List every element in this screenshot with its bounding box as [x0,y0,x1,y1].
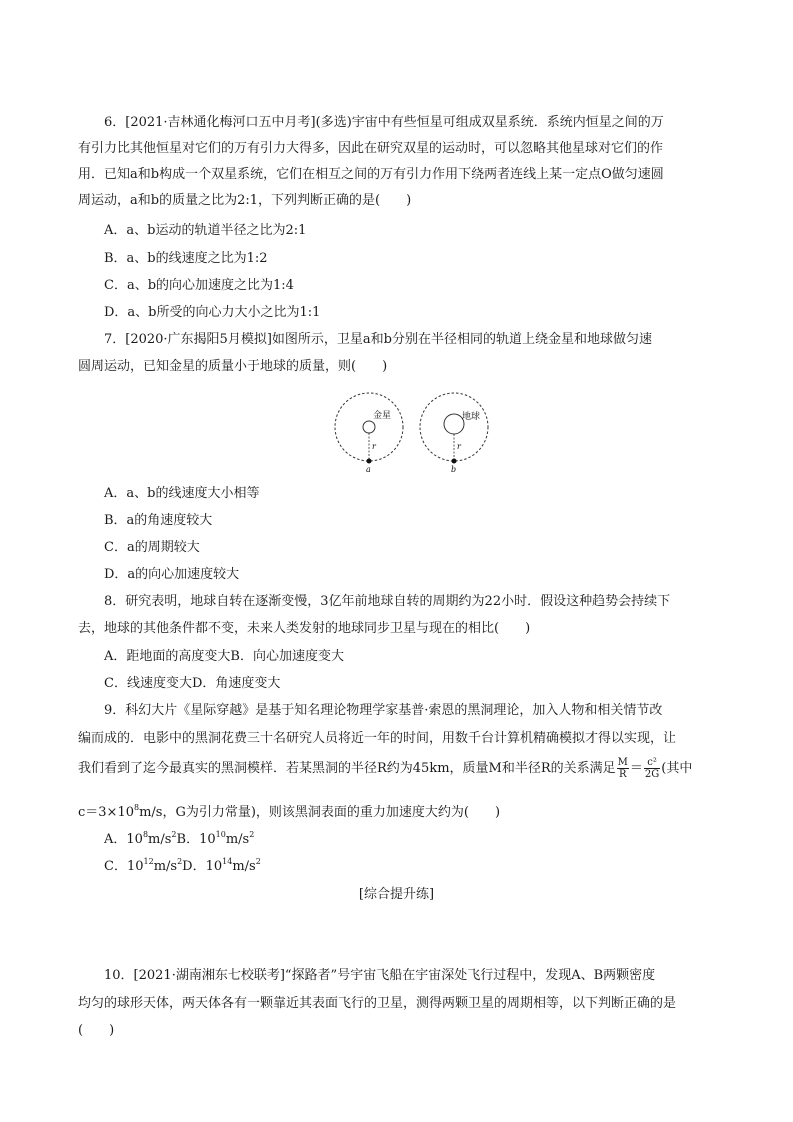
q6-line-4: 周运动，a和b的质量之比为2:1，下列判断正确的是( ) [78,193,412,208]
q9-line-3-suffix: (其中 [661,761,693,776]
q9-line-2: 编而成的．电影中的黑洞花费三十名研究人员将近一年的时间，用数千台计算机精确模拟才得以实现，让 [78,731,677,746]
fraction-numerator: c² [644,757,660,769]
q9-line-3 [78,755,692,783]
venus-radius-label: r [372,442,376,451]
orbit-figure [330,388,490,474]
q6-option-b: B．a、b的线速度之比为1:2 [104,251,268,266]
venus-planet [363,421,375,433]
fraction-denominator: R [619,769,627,780]
exponent: 2 [171,830,177,839]
section-title: [综合提升练] [358,887,435,902]
q6-line-3: 用．已知a和b构成一个双星系统，它们在相互之间的万有引力作用下绕两者连线上某一定点O做匀速圆 [78,167,664,182]
q9-options-row-1 [104,831,254,849]
unit: m/s [153,859,178,874]
q9-option-b: B．10 [176,832,216,847]
q9-line-4-text: m/s，G为引力常量)，则该黑洞表面的重力加速度大约为( ) [139,805,501,820]
fraction-numerator: M [617,757,628,768]
exponent: 2 [249,830,255,839]
q9-line-3-text: 我们看到了迄今最真实的黑洞模样．若某黑洞的半径R约为45km，质量M和半径R的关系满足 [78,761,616,776]
q7-option-c: C．a的周期较大 [104,540,200,555]
satellite-b [452,459,457,464]
satellite-b-label: b [451,465,457,474]
q7-option-b: B．a的角速度较大 [104,513,213,528]
earth-planet [444,414,464,434]
q9-options-row-2 [104,858,261,876]
venus-label: 金星 [373,411,392,421]
q9-line-1: 9．科幻大片《星际穿越》是基于知名理论物理学家基普·索恩的黑洞理论，加入人物和相关情节改 [104,703,663,718]
mass-radius-fraction [617,757,629,780]
satellite-a [367,459,372,464]
q7-line-1: 7．[2020·广东揭阳5月模拟]如图所示，卫星a和b分别在半径相同的轨道上绕金星和地球做匀速 [104,332,652,347]
exponent: 14 [222,857,233,866]
equals-sign: ＝ [629,761,643,776]
q7-line-2: 圆周运动，已知金星的质量小于地球的质量，则( ) [78,359,388,374]
q9-line-4 [78,804,500,822]
q8-options-row-1: A．距地面的高度变大B．向心加速度变大 [104,649,344,664]
q6-line-1: 6．[2021·吉林通化梅河口五中月考](多选)宇宙中有些恒星可组成双星系统．系统内恒星之间的万 [104,115,664,130]
q6-line-2: 有引力比其他恒星对它们的万有引力大得多，因此在研究双星的运动时，可以忽略其他星球对它们的作 [78,141,664,156]
q10-line-1: 10．[2021·湖南湘东七校联考]“探路者”号宇宙飞船在宇宙深处飞行过程中，发现A、B两颗密度 [104,968,656,983]
exponent: 2 [255,857,261,866]
exponent: 10 [215,830,226,839]
exponent: 8 [142,830,149,839]
q7-option-d: D．a的向心加速度较大 [104,567,240,582]
q6-option-a: A．a、b运动的轨道半径之比为2:1 [104,223,307,238]
exponent: 2 [177,857,183,866]
c-squared-fraction [644,757,660,780]
earth-radius-label: r [457,442,461,451]
q8-line-1: 8．研究表明，地球自转在逐渐变慢，3亿年前地球自转的周期约为22小时．假设这种趋势会持续下 [104,594,671,609]
q9-option-a: A．10 [104,832,143,847]
q8-options-row-2: C．线速度变大D．角速度变大 [104,676,281,691]
q7-option-a: A．a、b的线速度大小相等 [104,486,260,501]
q10-line-3: ( ) [78,1023,115,1038]
unit: m/s [225,832,250,847]
q6-option-c: C．a、b的向心加速度之比为1:4 [104,278,294,293]
q10-line-2: 均匀的球形天体，两天体各有一颗靠近其表面飞行的卫星，测得两颗卫星的周期相等，以下判断正确的是 [78,996,677,1011]
exponent: 12 [143,857,154,866]
fraction-denominator: 2G [644,769,660,780]
q9-option-d: D．10 [182,859,223,874]
earth-label: 地球 [462,412,481,422]
q6-option-d: D．a、b所受的向心力大小之比为1:1 [104,305,321,320]
unit: m/s [232,859,256,874]
unit: m/s [148,832,172,847]
q9-option-c: C．10 [104,859,144,874]
q8-line-2: 去，地球的其他条件都不变，未来人类发射的地球同步卫星与现在的相比( ) [78,621,531,636]
exponent: 8 [134,803,140,812]
satellite-a-label: a [366,465,371,474]
q9-line-4-prefix: c＝3×10 [78,805,134,820]
